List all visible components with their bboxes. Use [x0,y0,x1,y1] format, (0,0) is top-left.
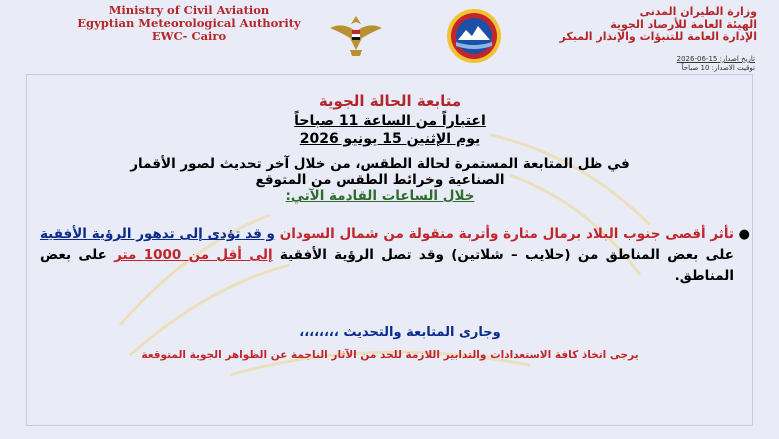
title-line-1: متابعة الحالة الجوية [318,92,462,110]
bullet-marker-icon: ● [738,227,750,242]
next-hours-label: خلال الساعات القادمة الآتي: [285,188,475,204]
header-arabic [487,6,757,44]
header-ar-line-3: الإدارة العامة للتنبؤات والإنذار المبكر [559,30,757,43]
title-line-3: يوم الإثنين 15 يونيو 2026 [299,131,481,147]
header-english [44,4,334,43]
forecast-bullet [40,224,750,287]
advice-note: يرجى اتخاذ كافة الاستعدادات والتدابير اللازمة للحد من الآثار الناجمة عن الظواهر الجوية المتوقعة [141,349,639,361]
follow-up-note: وجارى المتابعة والتحديث ،،،،،،،، [299,325,501,340]
header-ar-line-2: الهيئة العامة للأرصاد الجوية [610,17,757,31]
issue-meta [595,55,755,73]
bullet-part-5: إلى أقل من 1000 متر [114,247,273,263]
bullet-part-3: على بعض المناطق من (حلايب – شلاتين) [451,247,735,263]
header-en-line-3: EWC- Cairo [151,29,227,43]
bulletin-title [180,90,600,148]
bullet-part-2: و قد تؤدى إلى تدهور الرؤية الأفقية [40,226,275,242]
bullet-part-6: على بعض المناطق. [40,247,734,284]
header-ar-line-1: وزارة الطيران المدنى [639,5,757,18]
header-en-line-1: Ministry of Civil Aviation [108,3,270,17]
intro-text: في ظل المتابعة المستمرة لحالة الطقس، من خلال آخر تحديث لصور الأقمار الصناعية وخرائط الطقس من المتوقع [130,156,630,188]
bullet-part-4: وقد تصل الرؤية الأفقية [279,247,444,263]
eagle-logo-icon [328,10,384,60]
header-en-line-2: Egyptian Meteorological Authority [77,16,301,30]
issue-time: توقيت الاصدار: 10 صباحاً [681,64,755,72]
intro-paragraph [100,156,660,204]
bullet-part-1: تأثر أقصى جنوب البلاد برمال مثارة وأتربة منقولة من شمال السودان [279,226,734,242]
issue-date: تاريخ اصدار: 15-06-2026 [676,55,755,63]
title-line-2: اعتباراً من الساعة 11 صباحاً [294,113,486,129]
